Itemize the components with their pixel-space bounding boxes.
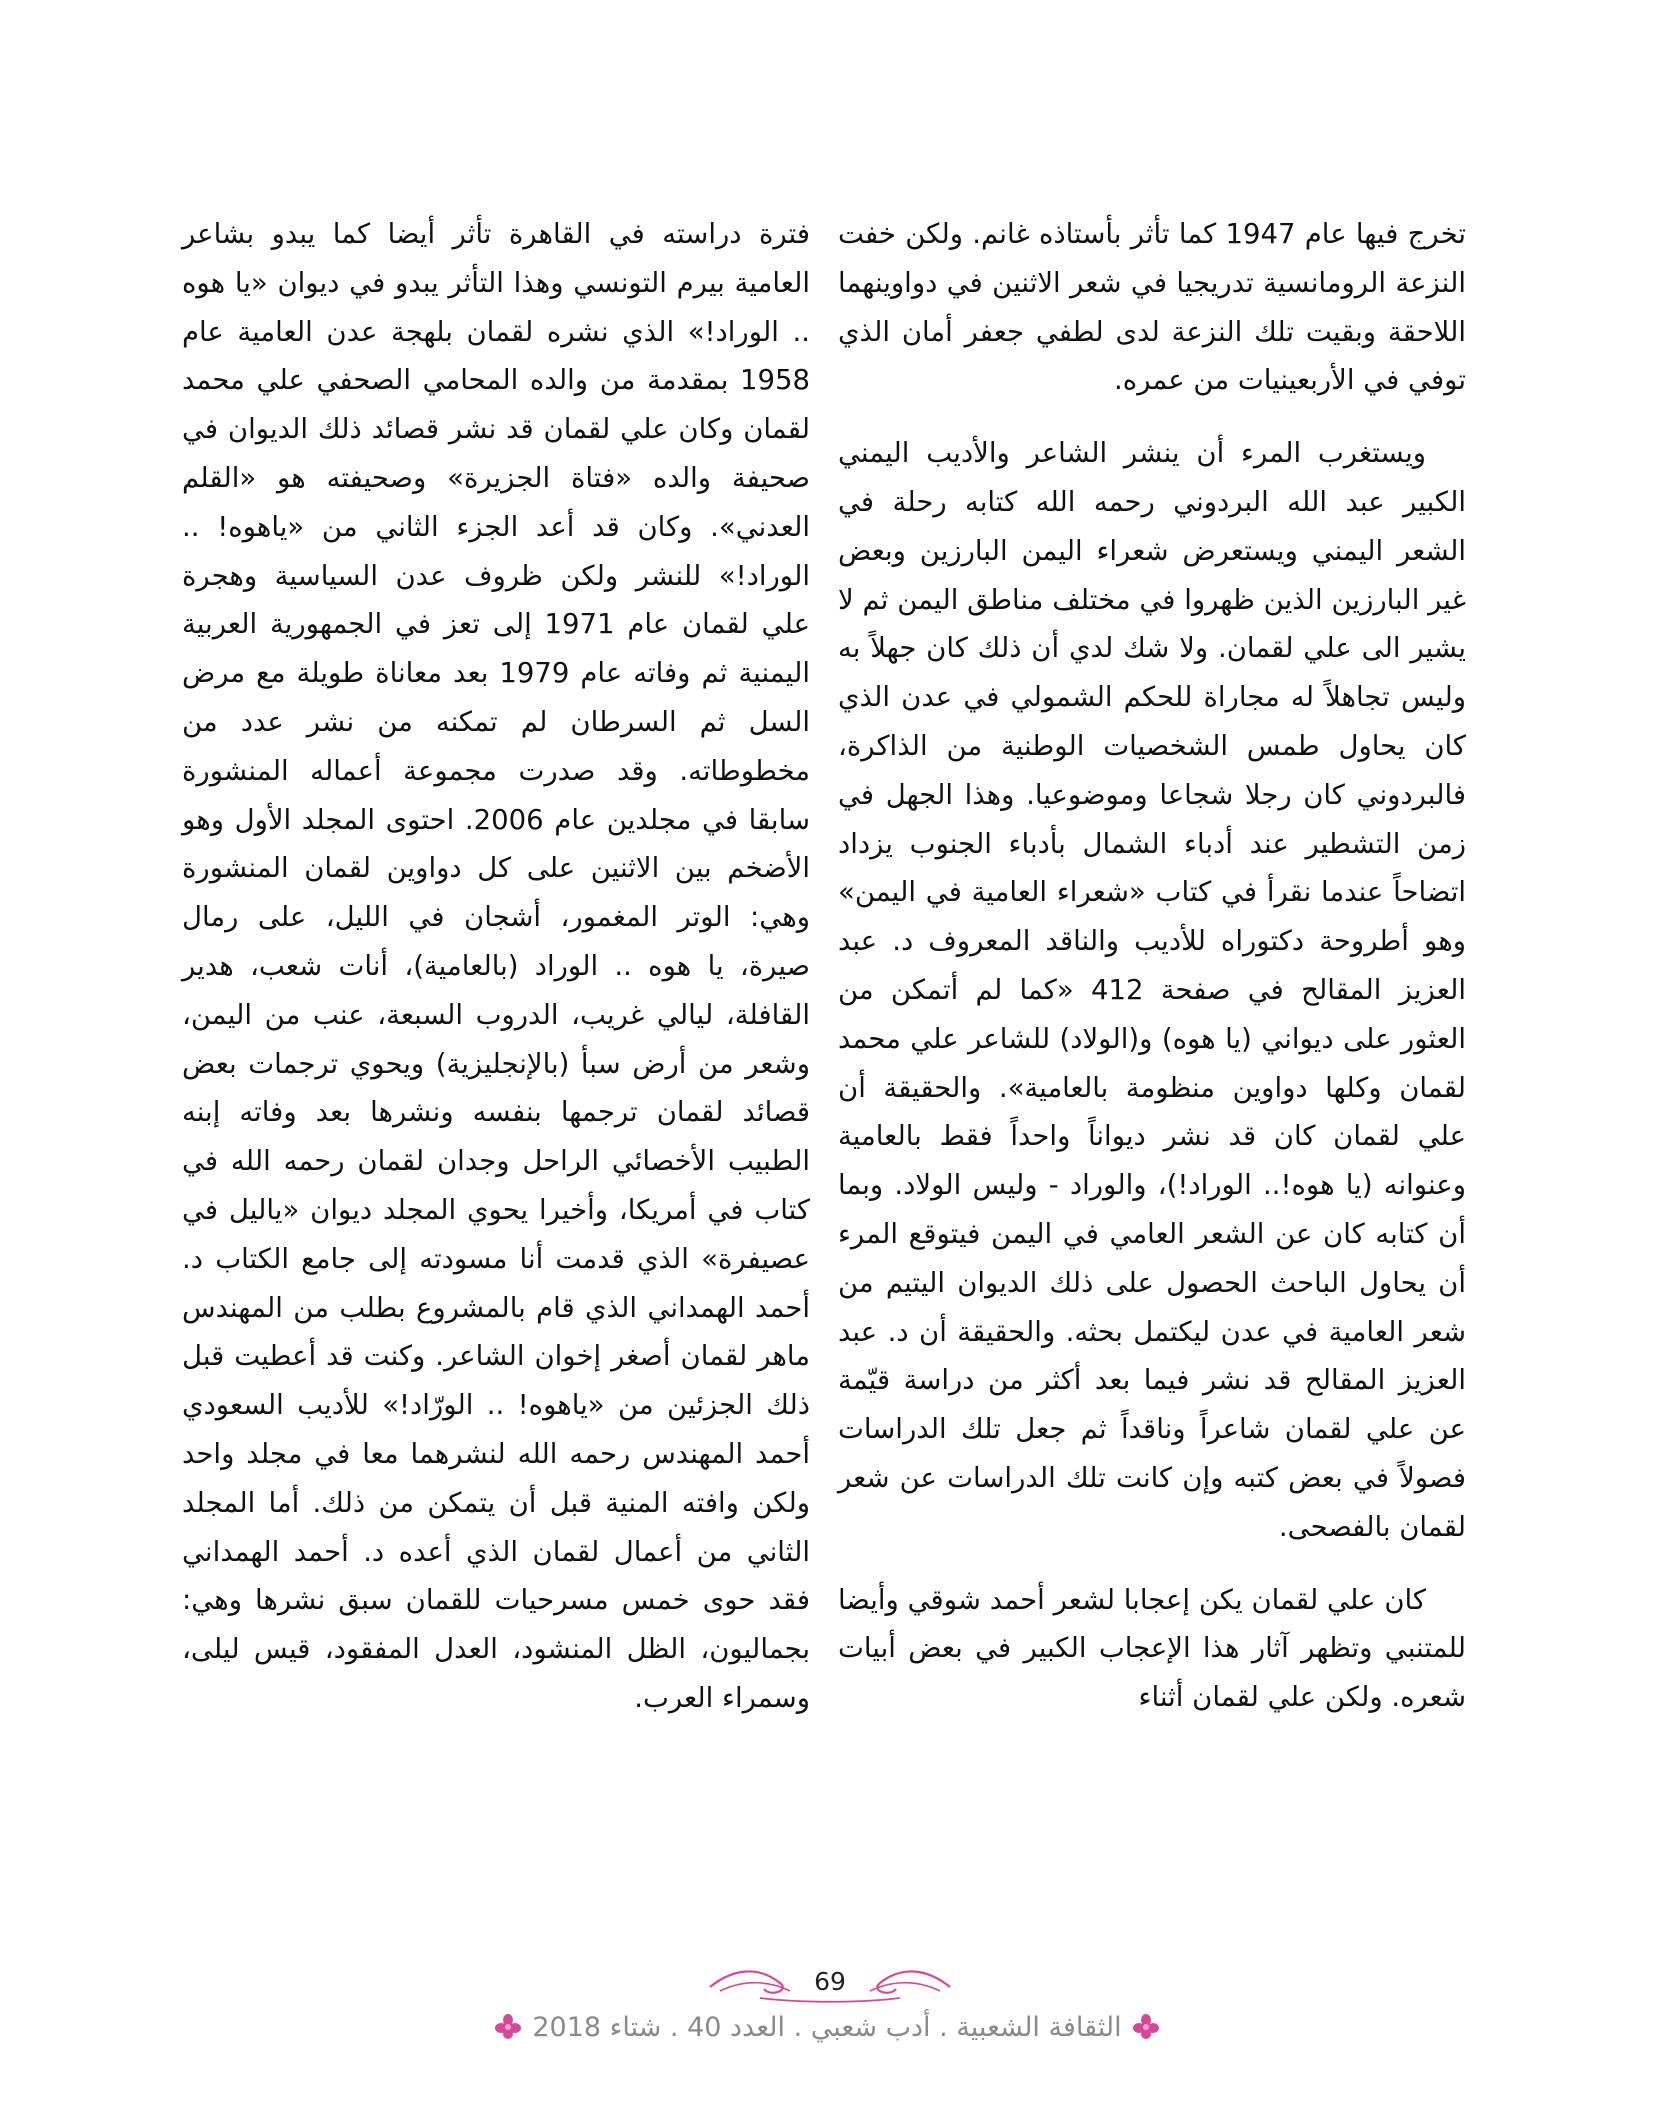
page-footer (0, 1965, 1654, 2085)
page-number: 69 (814, 1967, 846, 1996)
article-column-left (182, 210, 810, 1723)
flower-icon (494, 2013, 522, 2041)
paragraph: فترة دراسته في القاهرة تأثر أيضا كما يبدو بشاعر العامية بيرم التونسي وهذا التأثر يبدو في ديوان «يا هوه .. الوراد!» الذي نشره لقمان بلهجة عدن العامية عام 1958 بمقدمة من والده المحامي الصحفي علي محمد لقمان وكان علي لقمان قد نشر قصائد ذلك الديوان في صحيفة والده «فتاة الجزيرة» وصحيفته هو «القلم العدني». وكان قد أعد الجزء الثاني من «ياهوه! .. الوراد!» للنشر ولكن ظروف عدن السياسية وهجرة علي لقمان عام 1971 إلى تعز في الجمهورية العربية اليمنية ثم وفاته عام 1979 بعد معاناة طويلة مع مرض السل ثم السرطان لم تمكنه من نشر عدد من مخطوطاته. وقد صدرت مجموعة أعماله المنشورة سابقا في مجلدين عام 2006. احتوى المجلد الأول وهو الأضخم بين الاثنين على كل دواوين لقمان المنشورة وهي: الوتر المغمور، أشجان في الليل، على رمال صيرة، يا هوه .. الوراد (بالعامية)، أنات شعب، هدير القافلة، ليالي غريب، الدروب السبعة، عنب من اليمن، وشعر من أرض سبأ (بالإنجليزية) ويحوي ترجمات بعض قصائد لقمان ترجمها بنفسه ونشرها بعد وفاته إبنه الطبيب الأخصائي الراحل وجدان لقمان رحمه الله في كتاب في أمريكا، وأخيرا يحوي المجلد ديوان «ياليل في عصيفرة» الذي قدمت أنا مسودته إلى جامع الكتاب د. أحمد الهمداني الذي قام بالمشروع بطلب من المهندس ماهر لقمان أصغر إخوان الشاعر. وكنت قد أعطيت قبل ذلك الجزئين من «ياهوه! .. الورّاد!» للأديب السعودي أحمد المهندس رحمه الله لنشرهما معا في مجلد واحد ولكن وافته المنية قبل أن يتمكن من ذلك. أما المجلد الثاني من أعمال لقمان الذي أعده د. أحمد الهمداني فقد حوى خمس مسرحيات للقمان سبق نشرها وهي: بجماليون، الظل المنشود، العدل المفقود، قيس ليلى، وسمراء العرب. (182, 218, 810, 1714)
flower-icon (1132, 2013, 1160, 2041)
paragraph: تخرج فيها عام 1947 كما تأثر بأستاذه غانم. ولكن خفت النزعة الرومانسية تدريجيا في شعر الاثنين في دواوينهما اللاحقة وبقيت تلك النزعة لدى لطفي جعفر أمان الذي توفي في الأربعينيات من عمره. (838, 218, 1466, 397)
running-footer (480, 2007, 1174, 2047)
article-column-right (838, 210, 1466, 1722)
running-title: الثقافة الشعبية . أدب شعبي . العدد 40 . شتاء 2018 (532, 2011, 1122, 2043)
paragraph: ويستغرب المرء أن ينشر الشاعر والأديب اليمني الكبير عبد الله البردوني رحمه الله كتابه رحلة في الشعر اليمني ويستعرض شعراء اليمن البارزين وبعض غير البارزين الذين ظهروا في مختلف مناطق اليمن ثم لا يشير الى علي لقمان. ولا شك لدي أن ذلك كان جهلاً به وليس تجاهلاً له مجاراة للحكم الشمولي في عدن الذي كان يحاول طمس الشخصيات الوطنية من الذاكرة، فالبردوني كان رجلا شجاعا وموضوعيا. وهذا الجهل في زمن التشطير عند أدباء الشمال بأدباء الجنوب يزداد اتضاحاً عندما نقرأ في كتاب «شعراء العامية في اليمن» وهو أطروحة دكتوراه للأديب والناقد المعروف د. عبد العزيز المقالح في صفحة 412 «كما لم أتمكن من العثور على ديواني (يا هوه) و(الولاد) للشاعر علي محمد لقمان وكلها دواوين منظومة بالعامية». والحقيقة أن علي لقمان كان قد نشر ديواناً واحداً فقط بالعامية وعنوانه (يا هوه!.. الوراد!)، والوراد - وليس الولاد. وبما أن كتابه كان عن الشعر العامي في اليمن فيتوقع المرء أن يحاول الباحث الحصول على ذلك الديوان اليتيم من شعر العامية في عدن ليكتمل بحثه. والحقيقة أن د. عبد العزيز المقالح قد نشر فيما بعد أكثر من دراسة قيّمة عن علي لقمان شاعراً وناقداً ثم جعل تلك الدراسات فصولاً في بعض كتبه وإن كانت تلك الدراسات عن شعر لقمان بالفصحى. (838, 437, 1466, 1543)
paragraph: كان علي لقمان يكن إعجابا لشعر أحمد شوقي وأيضا للمتنبي وتظهر آثار هذا الإعجاب الكبير في بعض أبيات شعره. ولكن علي لقمان أثناء (838, 1583, 1466, 1714)
